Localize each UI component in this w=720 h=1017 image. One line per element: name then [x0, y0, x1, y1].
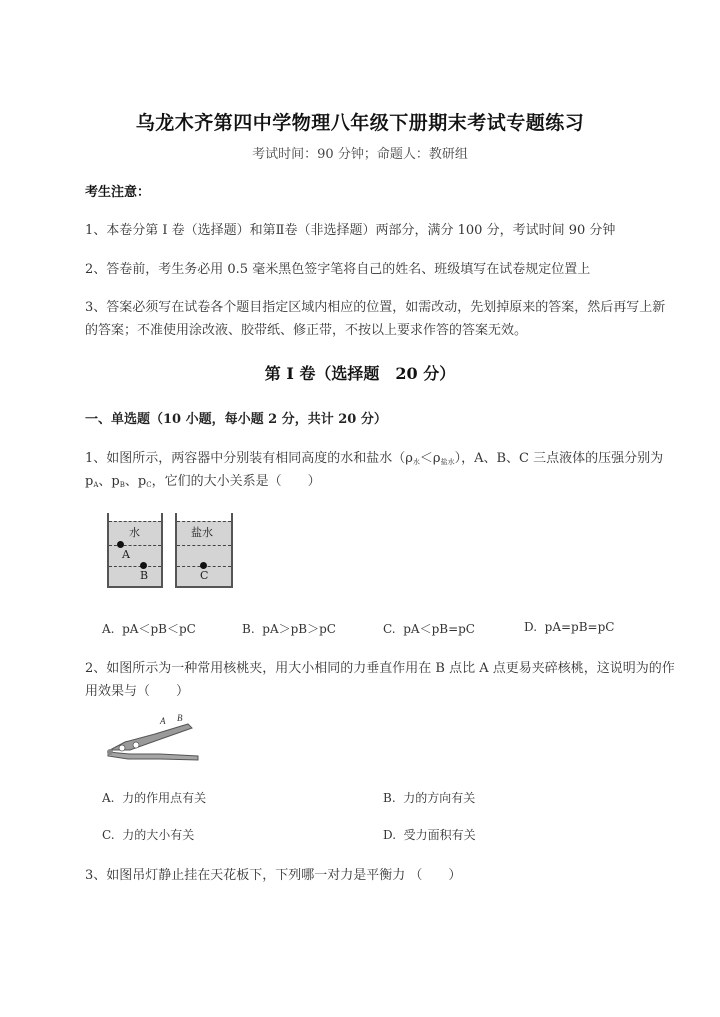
q1-option-a[interactable]: A. pA＜pB＜pC	[102, 622, 196, 636]
document-subtitle: 考试时间：90 分钟；命题人：教研组	[252, 147, 468, 162]
question-2-line-1: 2、如图所示为一种常用核桃夹，用大小相同的力垂直作用在 B 点比 A 点更易夹碎核桃，这说明为的作	[85, 661, 675, 676]
notice-item-2: 2、答卷前，考生务必用 0.5 毫米黑色签字笔将自己的姓名、班级填写在试卷规定位置上	[85, 262, 591, 277]
q2-option-b[interactable]: B. 力的方向有关	[383, 791, 476, 805]
section-title: 第 I 卷（选择题 20 分）	[264, 364, 456, 383]
point-b-dot	[140, 562, 147, 569]
point-a-label: A	[122, 548, 130, 561]
point-b-label: B	[140, 569, 149, 582]
nutcracker-figure	[100, 712, 205, 767]
document-title: 乌龙木齐第四中学物理八年级下册期末考试专题练习	[135, 112, 585, 134]
question-1-line-2: $p_A$、$p_B$、$p_C$，它们的大小关系是（ ）	[85, 474, 321, 489]
q1-option-c[interactable]: C. pA＜pB=pC	[383, 622, 475, 636]
part-heading: 一、单选题（10 小题，每小题 2 分，共计 20 分）	[85, 412, 387, 427]
saltwater-container	[175, 513, 233, 588]
point-c-dot	[200, 562, 207, 569]
water-label: 水	[129, 526, 140, 539]
svg-text:A: A	[160, 716, 166, 726]
water-container	[107, 513, 163, 588]
question-3-line-1: 3、如图吊灯静止挂在天花板下，下列哪一对力是平衡力 （ ）	[85, 868, 462, 883]
point-a-dot	[117, 541, 124, 548]
q2-option-d[interactable]: D. 受力面积有关	[383, 828, 476, 842]
question-2-line-2: 用效果与（ ）	[85, 684, 190, 699]
saltwater-label: 盐水	[191, 526, 213, 539]
svg-text:B: B	[177, 713, 183, 723]
notice-heading: 考生注意：	[85, 185, 151, 200]
point-c-label: C	[200, 569, 209, 582]
nutcracker-icon	[100, 712, 205, 767]
beaker-figure	[107, 513, 233, 588]
q2-option-a[interactable]: A. 力的作用点有关	[102, 791, 207, 805]
q1-option-b[interactable]: B. pA＞pB＞pC	[242, 622, 336, 636]
notice-item-3-cont: 的答案；不准使用涂改液、胶带纸、修正带，不按以上要求作答的答案无效。	[85, 323, 528, 338]
notice-item-1: 1、本卷分第 I 卷（选择题）和第Ⅱ卷（非选择题）两部分，满分 100 分，考试时间 90 分钟	[85, 223, 616, 238]
question-1-line-1: 1、如图所示，两容器中分别装有相同高度的水和盐水$(\rho_水<\rho_{盐水})$，A、B、C 三点液体的压强分别为	[85, 451, 664, 466]
q2-option-c[interactable]: C. 力的大小有关	[102, 828, 195, 842]
notice-item-3: 3、答案必须写在试卷各个题目指定区域内相应的位置，如需改动，先划掉原来的答案，然后再写上新	[85, 300, 666, 315]
q1-option-d[interactable]: D. pA=pB=pC	[524, 620, 615, 634]
